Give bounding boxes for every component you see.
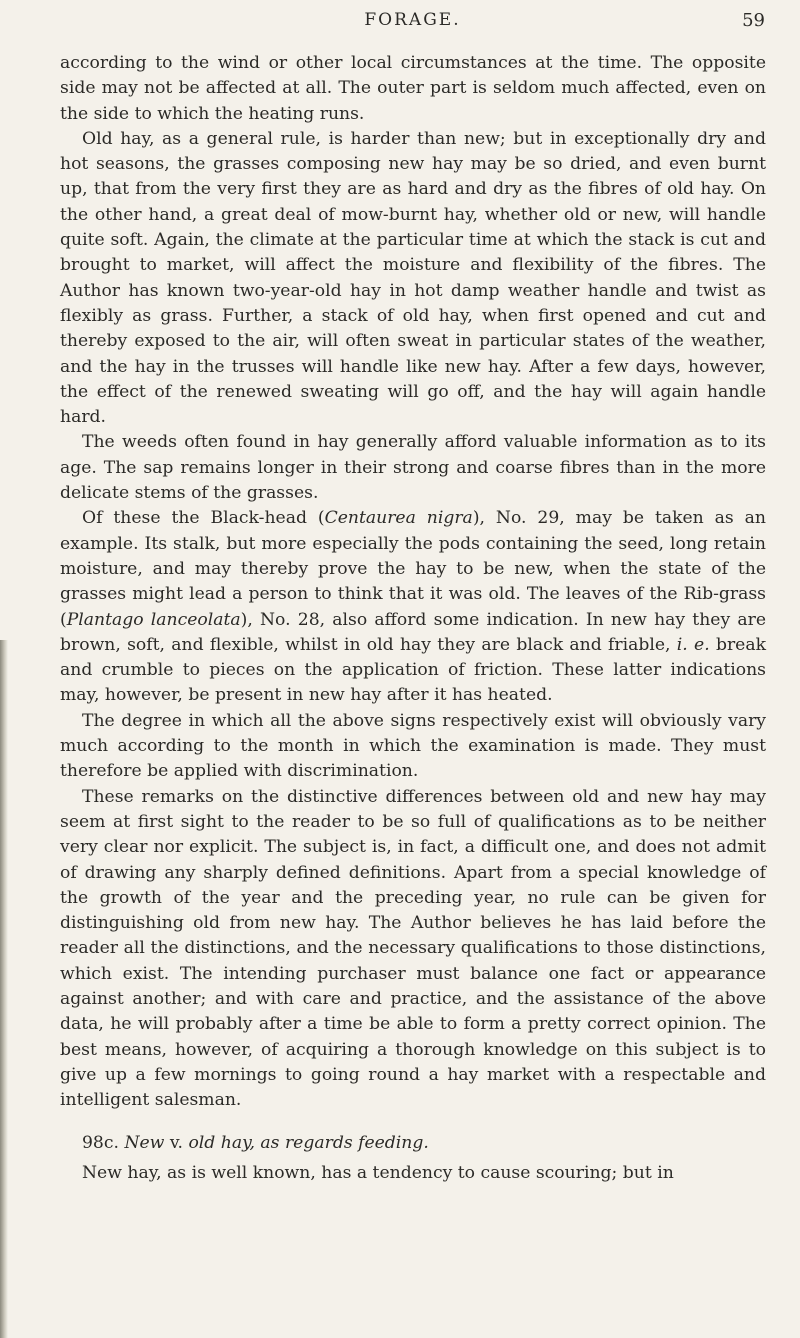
text-run: Of these the Black-head ( xyxy=(82,508,325,529)
section-title-versus: v. xyxy=(169,1133,183,1154)
page-edge-shadow xyxy=(0,640,8,1338)
paragraph: These remarks on the distinctive differences between old and new hay may seem at first sight to the reader to be so full of qualifications as to be neither very clear nor explicit. The subject is, in fact, a difficult one, and does not admit of drawing any sharply defined definitions. Apart from a special knowledge of the growth of the year and the preceding year, no rule can be given for distinguishing old from new hay. The Author believes he has laid before the reader all the distinctions, and the necessary qualifications to those distinctions, which exist. The intending purchaser must balance one fact or appearance against another; and with care and practice, and the assistance of the above data, he will probably after a time be able to form a pretty correct opinion. The best means, however, of acquiring a thorough knowledge on this subject is to give up a few mornings to going round a hay market with a respectable and intelligent salesman. xyxy=(60,786,766,1111)
paragraph: Old hay, as a general rule, is harder than new; but in exceptionally dry and hot seasons, the grasses composing new hay may be so dried, and even burnt up, that from the very first they are as hard and dry as the fibres of old hay. On the other hand, a great deal of mow-burnt hay, whether old or new, will handle quite soft. Again, the climate at the particular time at which the stack is cut and brought to market, will affect the moisture and flexibility of the fibres. The Author has known two-year-old hay in hot damp weather handle and twist as flexibly as grass. Further, a stack of old hay, when first opened and cut and thereby exposed to the air, will often sweat in particular states of the weather, and the hay in the trusses will handle like new hay. After a few days, however, the effect of the renewed sweating will go off, and the hay will again handle hard. xyxy=(60,128,766,428)
abbreviation: i. e. xyxy=(676,634,710,655)
section-number: 98c. xyxy=(82,1133,119,1154)
page-header xyxy=(60,10,765,40)
section-title-part: New xyxy=(124,1133,165,1154)
paragraph xyxy=(60,506,766,708)
text-run: ), No. 28, also afford some indication. In new hay they are brown, soft, and flexible, whilst in old hay they are black and friable, xyxy=(60,609,766,655)
text-run: ), No. 29, may be taken as an example. Its stalk, but more especially the pods containing the seed, long retain moisture, and may thereby prove the hay to be new, when the state of the grasses might lead a person to think that it was old. The leaves of the Rib-grass ( xyxy=(60,508,767,630)
body-text xyxy=(60,51,766,1186)
paragraph: according to the wind or other local circumstances at the time. The opposite side may not be affected at all. The outer part is seldom much affected, even on the side to which the heating runs. xyxy=(60,53,766,124)
paragraph: The degree in which all the above signs respectively exist will obviously vary much according to the month in which the examination is made. They must therefore be applied with discrimination. xyxy=(60,710,766,782)
section-title-part: old hay, as regards feeding. xyxy=(188,1133,429,1154)
paragraph: New hay, as is well known, has a tendency to cause scouring; but in xyxy=(82,1162,674,1183)
text-run: break and crumble to pieces on the application of friction. These latter indications may, however, be present in new hay after it has heated. xyxy=(60,634,766,706)
species-name: Centaurea nigra xyxy=(324,508,473,529)
running-title: FORAGE. xyxy=(364,10,461,30)
paragraph: The weeds often found in hay generally afford valuable information as to its age. The sap remains longer in their strong and coarse fibres than in the more delicate stems of the grasses. xyxy=(60,432,766,504)
section-heading xyxy=(60,1131,766,1156)
species-name: Plantago lanceolata xyxy=(66,609,241,630)
page-number: 59 xyxy=(742,10,765,31)
